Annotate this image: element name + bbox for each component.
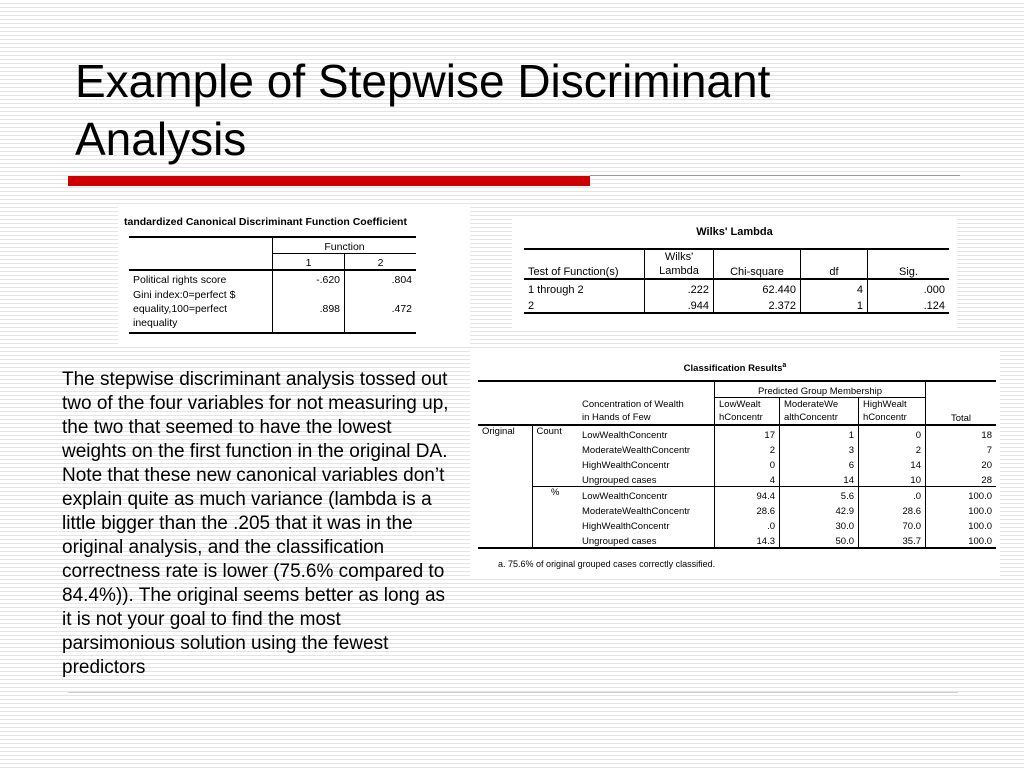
footnote-text: 75.6% of original grouped cases correctly classified. xyxy=(508,559,716,569)
coefficients-table xyxy=(129,236,416,334)
table-row: Political rights score -.620 .804 xyxy=(129,270,416,286)
table-row: 1 through 2 .222 62.440 4 .000 xyxy=(524,279,949,296)
slide-title-line-1: Example of Stepwise Discriminant xyxy=(75,55,771,107)
slide-body-text: The stepwise discriminant analysis tossed out two of the four variables for not measuring up, the two that seemed to have the lowest weights on the first function in the original DA. Note that these new canonical variables don’t explain quite as much variance (lambda is a little bigger than the .205 that it was in the original analysis, and the classification correctness rate is lower (75.6% compared to 84.4%)). The original seems better as long as it is not your goal to find the most parsimonious solution using the fewest predictors xyxy=(62,369,449,678)
coefficients-table-title: tandardized Canonical Discriminant Function Coefficient xyxy=(124,216,407,228)
table-row: ModerateWealthConcentr 28.6 42.9 28.6 100.0 xyxy=(478,502,996,517)
title-accent-bar xyxy=(68,176,590,186)
coefficients-table-panel xyxy=(118,206,470,346)
wilks-lambda-panel xyxy=(512,216,957,328)
function-col-2: 2 xyxy=(345,254,416,271)
classification-results-panel xyxy=(470,351,1000,576)
classification-results-title: Classification Results$^a$ xyxy=(683,362,787,375)
table-row: Original Count LowWealthConcentr 17 1 0 18 xyxy=(482,426,992,441)
table-row: % LowWealthConcentr 94.4 5.6 .0 100.0 xyxy=(478,487,996,503)
wilks-lambda-title: Wilks' Lambda xyxy=(696,226,773,238)
slide-title xyxy=(75,52,975,168)
classification-results-table: Predicted Group Membership Concentration of Wealth in Hands of Few LowWealt hConcentr ModerateWe althConcentr HighWealt hConcentr Total Original Count LowWealthConcentr 17 1 0 18 ModerateWealthConcentr 2 3 2 7 HighWealthConcentr 0 6 14 20 Ungrouped cases 4 14 10 28 % LowWealthConcentr 94.4 5.6 .0 100.0 ModerateWealthConcentr 28.6 42.9 28.6 100.0 HighWealthConcentr .0 30.0 70.0 100.0 Ungrouped cases 14.3 50.0 35.7 100.0 xyxy=(478,380,996,549)
table-row: Ungrouped cases 14.3 50.0 35.7 100.0 xyxy=(478,532,996,548)
footer-rule xyxy=(68,692,958,693)
table-row: HighWealthConcentr .0 30.0 70.0 100.0 xyxy=(478,517,996,532)
footnote-marker: a. xyxy=(498,559,506,569)
table-row: 2 .944 2.372 1 .124 xyxy=(524,296,949,313)
function-col-1: 1 xyxy=(273,254,345,271)
slide-title-line-2: Analysis xyxy=(75,113,247,165)
table-row: Ungrouped cases 4 14 10 28 xyxy=(478,471,996,487)
wilks-lambda-table: Test of Function(s) Wilks' Lambda Chi-square df Sig. 1 through 2 .222 62.440 4 .000 2 .944 2.372 1 .124 xyxy=(524,248,949,314)
predicted-group-header: Predicted Group Membership xyxy=(715,381,926,398)
function-header: Function xyxy=(273,237,417,254)
table-row: HighWealthConcentr 0 6 14 20 xyxy=(478,456,996,471)
title-rule xyxy=(590,175,960,176)
classification-footnote xyxy=(498,559,715,569)
table-row: Gini index:0=perfect $ equality,100=perfect inequality .898 .472 xyxy=(129,286,416,333)
table-row: ModerateWealthConcentr 2 3 2 7 xyxy=(478,441,996,456)
